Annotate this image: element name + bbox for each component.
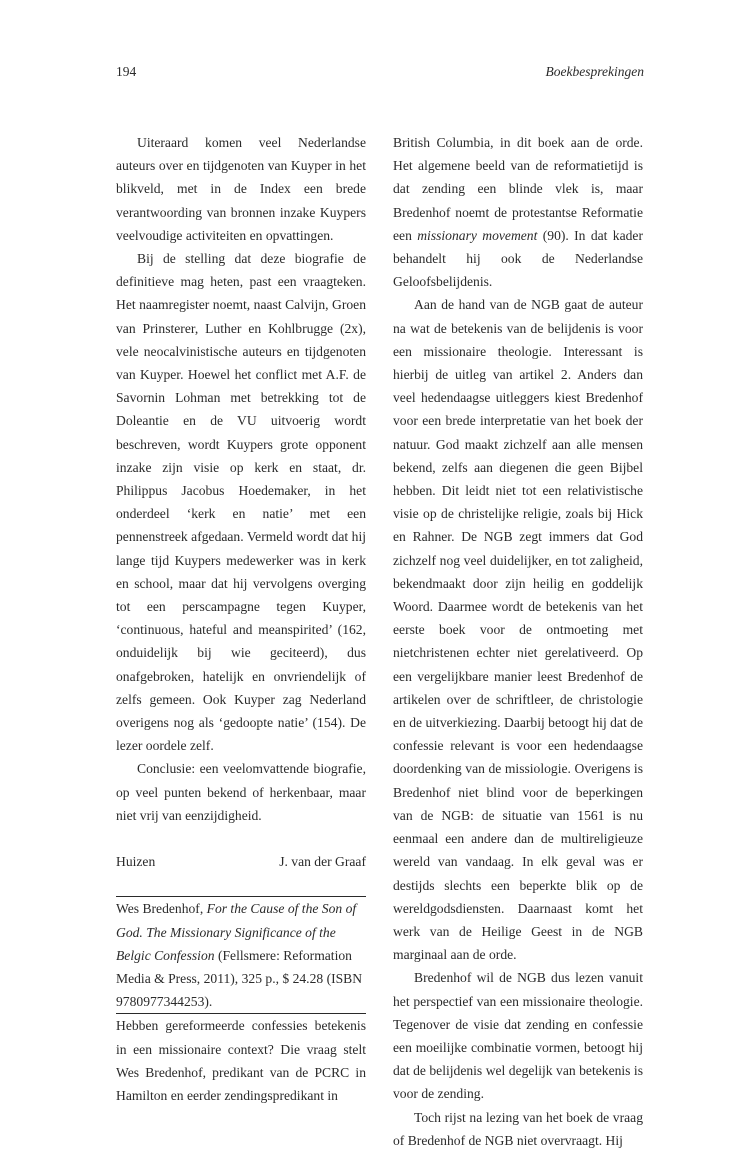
- right-paragraph-1-end: (90). In dat kader behandelt hij ook de Nederlandse Geloofsbelijdenis.: [393, 227, 643, 290]
- right-paragraph-1-italic: missionary movement: [417, 227, 538, 243]
- right-paragraph-4: Toch rijst na lezing van het boek de vraag of Bredenhof de NGB niet overvraagt. Hij: [393, 1109, 643, 1148]
- right-paragraph-1-start: British Columbia, in dit boek aan de orde. Het algemene beeld van de reformatietijd is dat zending een blinde vlek is, maar Bredenhof noemt de protestantse Reformatie een: [393, 135, 643, 243]
- right-paragraph-2: Aan de hand van de NGB gaat de auteur na wat de betekenis van de belijdenis is voor een missionaire theologie. Interessant is hierbij de uitleg van artikel 2. Anders dan veel hedendaagse uitleggers kiest Bredenhof voor een brede interpretatie van het boek der natuur. God maakt zichzelf aan alle mensen bekend, zelfs aan diegenen die geen Bijbel hebben. Dit leidt niet tot een relativistische visie op de christelijke religie, zoals bij Hick en Rahner. De NGB zegt immers dat God zichzelf nog veel duidelijker, en tot zaligheid, bekendmaakt door zijn heilig en goddelijk Woord. Daarmee wordt de betekenis van het eerste boek voor de ontmoeting met nietchristenen echter niet gerelativeerd. Op een vergelijkbare manier leest Bredenhof de artikelen over de schriftleer, de christologie en de uitverkiezing. Daarbij betoogt hij dat de confessie relevant is voor een hedendaagse doordenking van de missiologie. Overigens is Bredenhof niet blind voor de beperkingen van de NGB: de situatie van 1561 is nu eenmaal een andere dan de multireligieuze wereld van vandaag. In elk geval was er destijds slechts een beperkte blik op de wereldgodsdiensten. Daarnaast komt het werk van de Heilige Geest in de NGB marginaal aan de orde.: [393, 297, 643, 963]
- book-details: (Fellsmere: Reformation Media & Press, 2011), 325 p., $ 24.28 (ISBN 9780977344253).: [116, 947, 363, 1010]
- right-paragraph-3: Bredenhof wil de NGB dus lezen vanuit het perspectief van een missionaire theologie. Tegenover de visie dat zending en confessie een moeilijke combinatie vormen, betoogt hij dat de belijdenis wel degelijk van betekenis is voor de zending.: [393, 970, 643, 1102]
- book-author: Wes Bredenhof,: [116, 901, 207, 917]
- signature-place: Huizen: [116, 854, 156, 870]
- right-column: [393, 131, 643, 1152]
- left-paragraph-2: Bij de stelling dat deze biografie de definitieve mag heten, past een vraagteken. Het naamregister noemt, naast Calvijn, Groen van Prinsterer, Luther en Kohlbrugge (2x), vele neocalvinistische auteurs en tijdgenoten van Kuyper. Hoewel het conflict met A.F. de Savornin Lohman met betrekking tot de Doleantie en de VU uitvoerig wordt beschreven, wordt Kuypers grote opponent inzake zijn visie op kerk en staat, dr. Philippus Jacobus Hoedemaker, in het onderdeel ‘kerk en natie’ met een pennenstreek afgedaan. Vermeld wordt dat hij lange tijd Kuypers medewerker was in kerk en school, maar dat hij vervolgens overging tot een perscampagne tegen Kuyper, ‘continuous, hateful and meanspirited’ (162, onduidelijk bij wie geciteerd), dus onafgebroken, hatelijk en onvriendelijk of zelfs gemeen. Ook Kuyper zag Nederland overigens nog als ‘gedoopte natie’ (154). De lezer oordele zelf.: [116, 251, 366, 754]
- left-paragraph-4: Hebben gereformeerde confessies betekenis in een missionaire context? Die vraag stelt Wes Bredenhof, predikant van de PCRC in Hamilton en eerder zendingspredikant in: [116, 1018, 366, 1103]
- right-paragraph-1: [393, 131, 643, 293]
- left-paragraph-3: Conclusie: een veelomvattende biografie, op veel punten bekend of herkenbaar, maar niet vrij van eenzijdigheid.: [116, 761, 366, 823]
- book-title: For the Cause of the Son of God. The Missionary Significance of the Belgic Confession: [116, 901, 357, 963]
- page-number: 194: [116, 64, 137, 79]
- page-header: [116, 64, 644, 88]
- review-signature: [116, 850, 366, 873]
- left-paragraph-1: Uiteraard komen veel Nederlandse auteurs over en tijdgenoten van Kuyper in het blikveld, met in de Index een brede verantwoording van bronnen inzake Kuypers veelvoudige activiteiten en opvattingen.: [116, 135, 366, 243]
- book-reference: [116, 897, 366, 1013]
- left-column: [116, 131, 366, 1107]
- running-head: Boekbesprekingen: [545, 64, 644, 79]
- signature-author: J. van der Graaf: [279, 854, 366, 870]
